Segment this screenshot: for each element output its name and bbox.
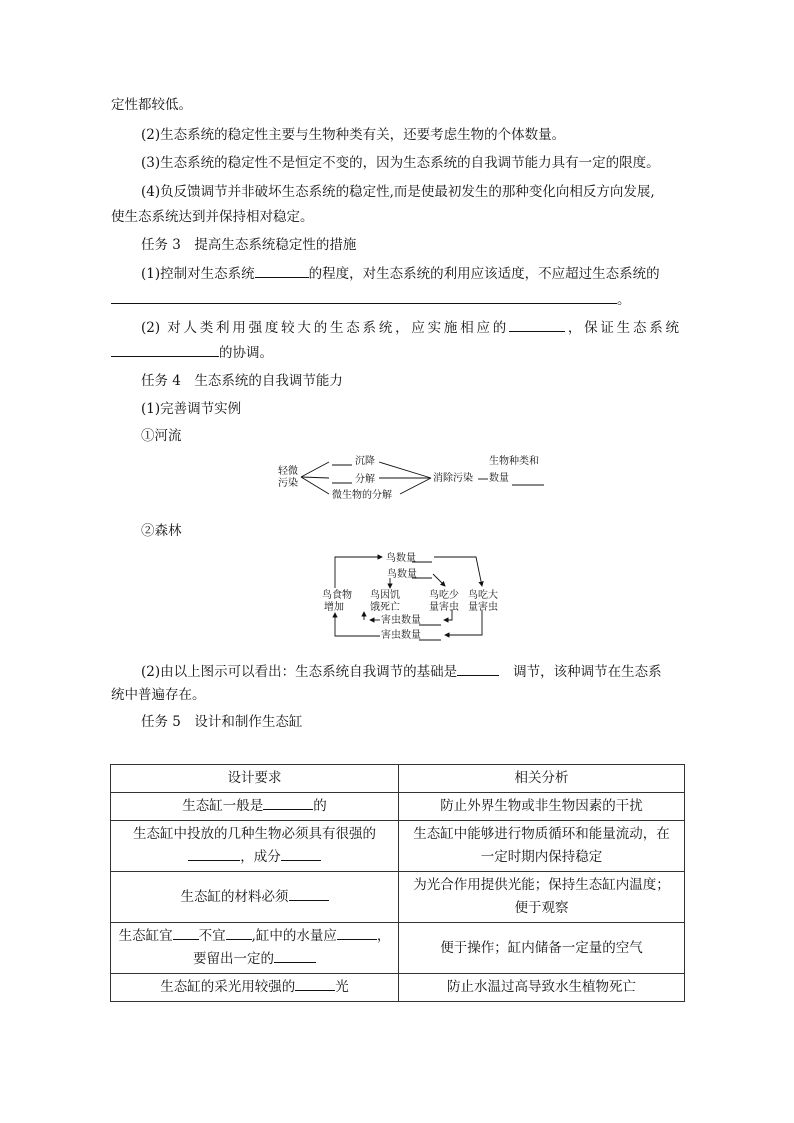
arrow [335,613,380,636]
table-row [111,872,685,923]
table-cell: 便于操作；缸内储备一定量的空气 [399,923,685,974]
header-cell: 设计要求 [111,765,399,793]
table-row [111,923,685,974]
river-label: ①河流 [141,428,182,444]
table-header-row [111,765,685,793]
blank [188,846,240,861]
task5-title: 任务 5 设计和制作生态缸 [141,714,303,730]
design-table [110,764,685,1002]
task3-item1: (1)控制对生态系统 的程度，对生态系统的利用应该适度，不应超过生态系统的 [141,263,660,283]
task3-item2: (2) 对人类利用强度较大的生态系统，应实施相应的 ，保证生态系统 [141,317,679,337]
source-label: 轻微 [278,466,298,477]
result-label: 消除污染 [433,473,473,484]
bird-eat-few: 量害虫 [429,602,459,613]
blank [263,795,313,810]
table-cell: 防止外界生物或非生物因素的干扰 [399,793,685,821]
branch-decompose: 分解 [355,474,375,485]
paragraph-4-end: 使生态系统达到并保持相对稳定。 [111,209,314,225]
table-row [111,821,685,872]
paragraph-4: (4)负反馈调节并非破坏生态系统的稳定性,而是使最初发生的那种变化向相反方向发展, [141,184,655,200]
bird-food: 增加 [324,602,344,613]
blank [274,948,316,963]
bird-count-mid: 鸟数量 [387,569,417,580]
bird-count-top: 鸟数量 [386,553,416,564]
bird-starve: 鸟因饥 [370,590,400,601]
blank [295,976,335,991]
branch-settle: 沉降 [355,456,375,467]
task3-item2-end: 的协调。 [111,342,273,362]
source-label: 污染 [278,478,298,489]
blank [173,925,199,940]
right-label: 数量 [489,473,509,484]
blank [226,925,252,940]
task4-conclusion-end: 统中普遍存在。 [111,687,206,703]
task3-item1-blank-line: 。 [111,289,631,309]
bird-eat-many: 鸟吃大 [468,590,498,601]
table-cell: 防止水温过高导致水生植物死亡 [399,974,685,1002]
blank [457,661,499,676]
task3-title: 任务 3 提高生态系统稳定性的措施 [141,237,357,253]
paragraph-3: (3)生态系统的稳定性不是恒定不变的，因为生态系统的自我调节能力具有一定的限度。 [141,155,660,171]
table-cell: 生态缸宜 不宜 ,缸中的水量应 ， 要留出一定的 [111,923,399,974]
blank [289,886,329,901]
task4-sub1: (1)完善调节实例 [141,401,242,417]
table-cell: 生态缸中投放的几种生物必须具有很强的 ，成分 [111,821,399,872]
right-label: 生物种类和 [489,456,539,467]
paragraph-2: (2)生态系统的稳定性主要与生物种类有关，还要考虑生物的个体数量。 [141,127,566,143]
table-row [111,793,685,821]
task4-conclusion: (2)由以上图示可以看出：生态系统自我调节的基础是 调节，该种调节在生态系 [141,661,662,681]
blank [337,925,377,940]
table-cell: 生态缸中能够进行物质循环和能量流动，在 一定时期内保持稳定 [399,821,685,872]
paragraph-continuation: 定性都较低。 [111,97,192,113]
arrow [335,557,382,588]
bird-starve: 饿死亡 [370,602,400,613]
arrow [433,574,445,586]
table-cell: 为光合作用提供光能；保持生态缸内温度； 便于观察 [399,872,685,923]
bird-eat-many: 量害虫 [468,602,498,613]
task4-title: 任务 4 生态系统的自我调节能力 [141,373,343,389]
branch-microbe: 微生物的分解 [332,490,392,501]
pest-count: 害虫数量 [381,630,421,641]
bird-food: 鸟食物 [322,590,352,601]
header-cell: 相关分析 [399,765,685,793]
table-cell: 生态缸一般是 的 [111,793,399,821]
forest-label: ②森林 [141,523,182,539]
bird-eat-few: 鸟吃少 [429,590,459,601]
table-row [111,974,685,1002]
pest-count: 害虫数量 [381,615,421,626]
blank [281,846,321,861]
table-cell: 生态缸的材料必须 [111,872,399,923]
table-cell: 生态缸的采光用较强的 光 [111,974,399,1002]
